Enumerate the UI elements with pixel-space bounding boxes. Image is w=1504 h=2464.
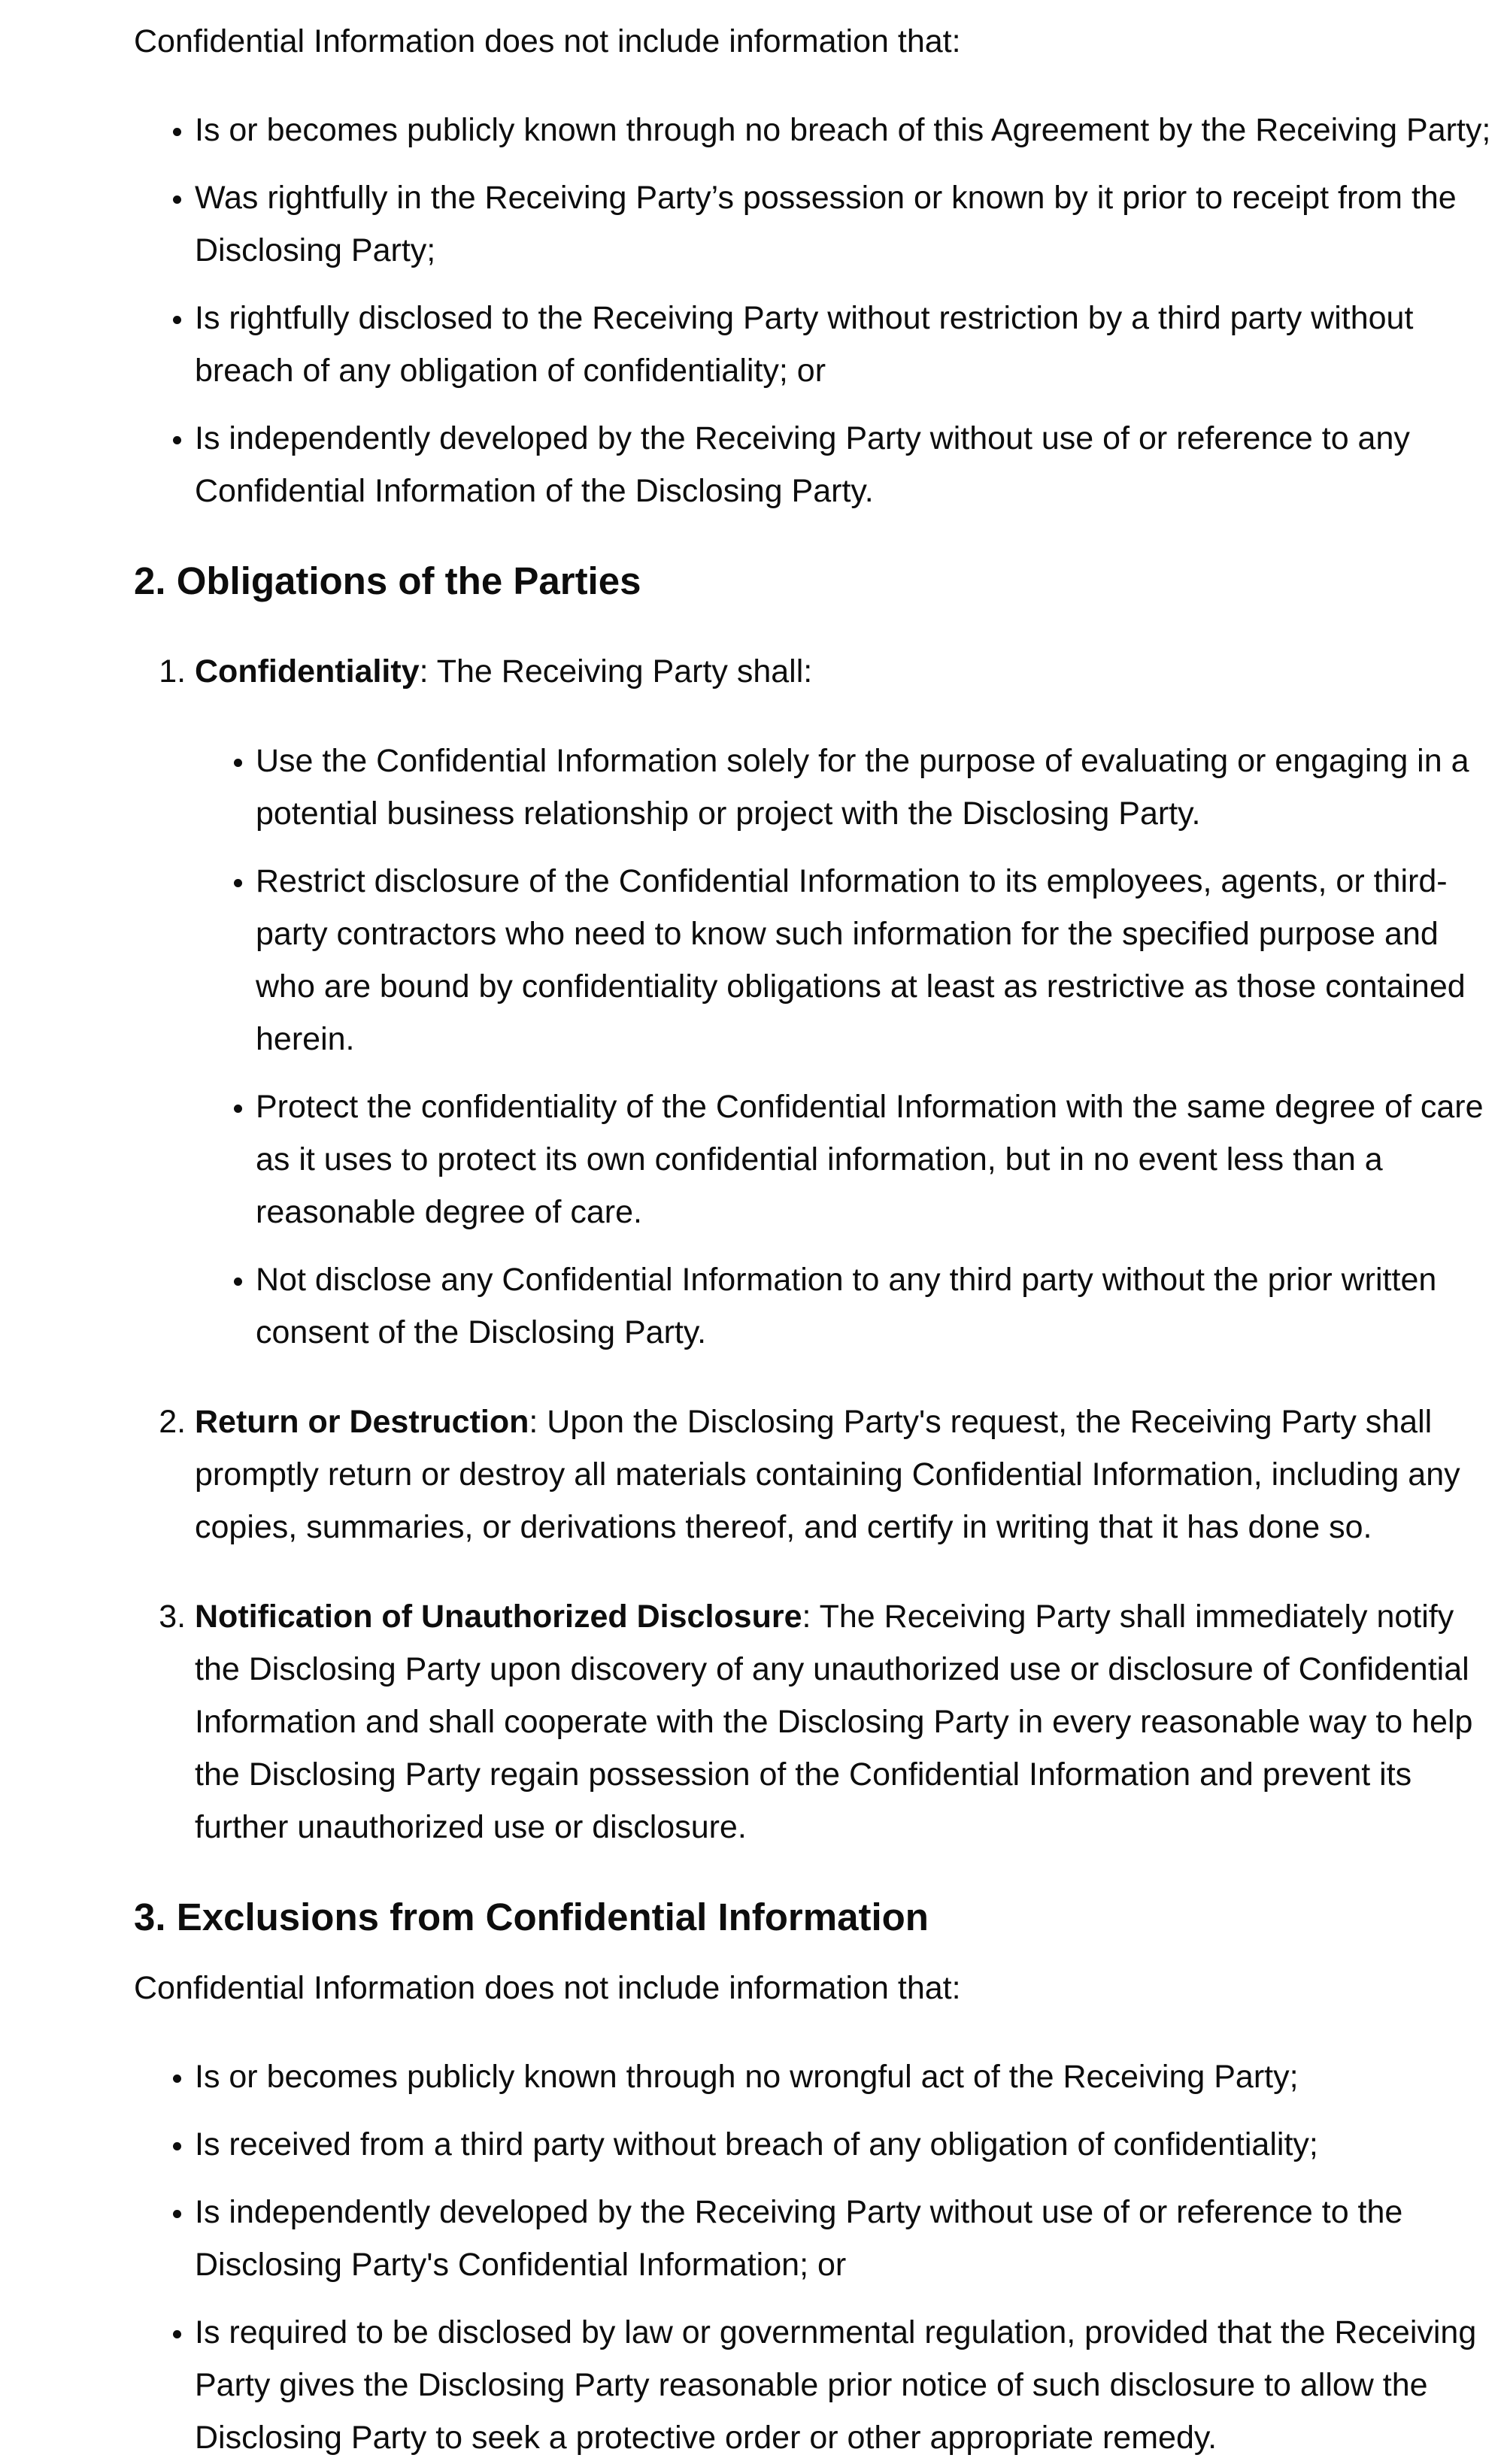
section1-intro: Confidential Information does not include information that:: [134, 23, 961, 59]
obligation-term: Return or Destruction: [195, 1404, 529, 1440]
list-item: • Was rightfully in the Receiving Party’s possession or known by it prior to receipt from the Disclosing Party;: [195, 171, 1495, 277]
list-item: • Not disclose any Confidential Information to any third party without the prior written consent of the Disclosing Party.: [256, 1253, 1495, 1359]
obligation-notification: [195, 1590, 1495, 1853]
list-item: • Is received from a third party without breach of any obligation of confidentiality;: [195, 2118, 1495, 2171]
list-item: • Is or becomes publicly known through no wrongful act of the Receiving Party;: [195, 2050, 1495, 2103]
obligation-text: : The Receiving Party shall:: [419, 653, 813, 689]
list-item: • Restrict disclosure of the Confidential Information to its employees, agents, or third-party contractors who need to know such information for the specified purpose and who are bound by confidentiality obligations at least as restrictive as those contained herein.: [256, 855, 1495, 1065]
obligation-term: Confidentiality: [195, 653, 420, 689]
obligation-text: : The Receiving Party shall immediately notify the Disclosing Party upon discovery of any unauthorized use or disclosure of Confidential Information and shall cooperate with the Disclosing Party in every reasonable way to help the Disclosing Party regain possession of the Confidential Information and prevent its further unauthorized use or disclosure.: [195, 1599, 1473, 1845]
section3-heading: 3. Exclusions from Confidential Information: [134, 1896, 929, 1938]
list-item: • Use the Confidential Information solely for the purpose of evaluating or engaging in a potential business relationship or project with the Disclosing Party.: [256, 735, 1495, 840]
section2-heading: 2. Obligations of the Parties: [134, 559, 641, 602]
list-item: • Is rightfully disclosed to the Receiving Party without restriction by a third party without breach of any obligation of confidentiality; or: [195, 292, 1495, 397]
section1-exclusions-list: [134, 104, 1495, 517]
document-body: [134, 0, 1495, 2464]
obligation-term: Notification of Unauthorized Disclosure: [195, 1599, 802, 1635]
list-item: • Is or becomes publicly known through no breach of this Agreement by the Receiving Party;: [195, 104, 1495, 156]
list-item: • Protect the confidentiality of the Confidential Information with the same degree of care as it uses to protect its own confidential information, but in no event less than a reasonable degree of care.: [256, 1080, 1495, 1238]
obligations-list: [134, 645, 1495, 1853]
list-item: • Is independently developed by the Receiving Party without use of or reference to any Confidential Information of the Disclosing Party.: [195, 412, 1495, 517]
section3-intro: Confidential Information does not include information that:: [134, 1970, 961, 2006]
list-item: • Is required to be disclosed by law or governmental regulation, provided that the Receiving Party gives the Disclosing Party reasonable prior notice of such disclosure to allow the Disclosing Party to seek a protective order or other appropriate remedy.: [195, 2306, 1495, 2464]
obligation-text: : Upon the Disclosing Party's request, the Receiving Party shall promptly return or destroy all materials containing Confidential Information, including any copies, summaries, or derivations thereof, and certify in writing that it has done so.: [195, 1404, 1460, 1545]
list-item: • Is independently developed by the Receiving Party without use of or reference to the Disclosing Party's Confidential Information; or: [195, 2186, 1495, 2291]
obligation-confidentiality: [195, 645, 1495, 1359]
section3-exclusions-list: [134, 2050, 1495, 2464]
confidentiality-duties-list: [195, 735, 1495, 1359]
obligation-return-destruction: [195, 1396, 1495, 1553]
